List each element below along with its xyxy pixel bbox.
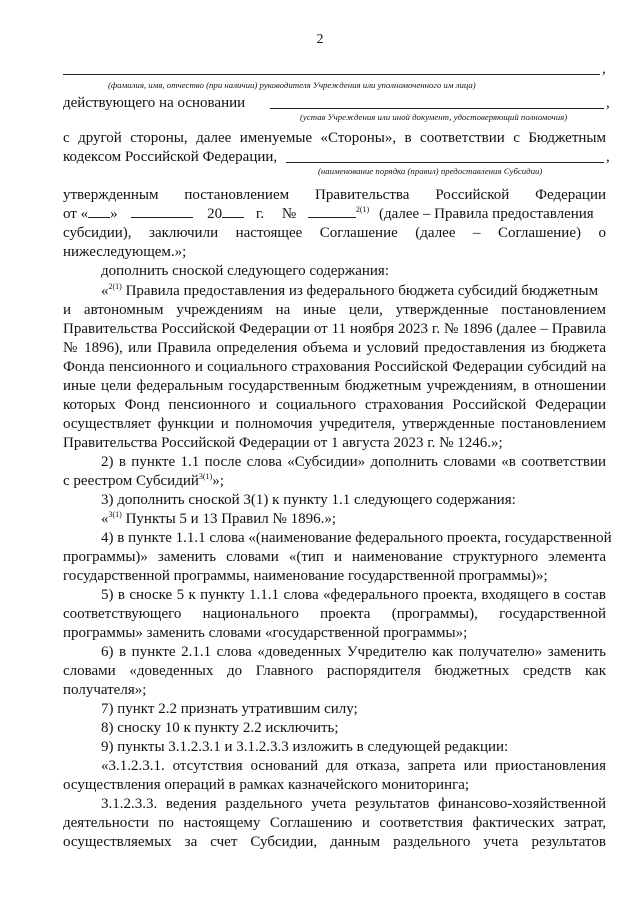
acting-basis-label: действующего на основании: [63, 95, 246, 111]
comma: ,: [606, 149, 610, 165]
procedure-fill-line: [286, 162, 604, 163]
paragraph-line: программы)» заменить словами «(тип и наименование структурного элемента: [63, 549, 606, 565]
paragraph-line: дополнить сноской следующего содержания:: [101, 263, 390, 279]
paragraph-line: деятельности по настоящему Соглашению и соответствия фактических затрат,: [63, 815, 606, 831]
paragraph-line: № 1896), или Правила определения объема и условий предоставления из бюджета: [63, 340, 606, 356]
paragraph-line: 2) в пункте 1.1 после слова «Субсидии» дополнить словами «в соответствии: [101, 454, 606, 470]
day-blank: [88, 205, 110, 218]
paragraph-line: утвержденным постановлением Правительства Российской Федерации: [63, 187, 606, 203]
paragraph-line: 5) в сноске 5 к пункту 1.1.1 слова «федерального проекта, входящего в состав: [101, 587, 606, 603]
paragraph-line: 7) пункт 2.2 признать утратившим силу;: [101, 701, 358, 717]
month-blank: [131, 205, 193, 218]
text-tail: (далее – Правила предоставления: [378, 206, 594, 222]
paragraph-line: получателя»;: [63, 682, 147, 698]
paragraph-line: [101, 510, 336, 529]
paragraph-line: [63, 205, 606, 224]
comma: ,: [606, 95, 610, 111]
basis-fill-line: [270, 108, 604, 109]
paragraph-line: осуществляемых за счет Субсидии, данным раздельного учета результатов: [63, 834, 606, 850]
paragraph-line: 3) дополнить сноской 3(1) к пункту 1.1 следующего содержания:: [101, 492, 516, 508]
text-quote: »: [110, 206, 118, 222]
paragraph-line: с другой стороны, далее именуемые «Стороны», в соответствии с Бюджетным: [63, 130, 606, 146]
name-fill-line: [63, 74, 600, 75]
paragraph-line: кодексом Российской Федерации,: [63, 149, 278, 165]
footnote-ref: 3(1): [198, 472, 213, 481]
paragraph-line: которых Фонд пенсионного и социального страхования Российской Федерации: [63, 397, 606, 413]
item-text: с реестром Субсидий: [63, 473, 199, 489]
paragraph-line: словами «доведенных до Главного распорядителя бюджетных средств как: [63, 663, 606, 679]
page-number: 2: [316, 32, 324, 47]
paragraph-line: Фонда пенсионного и социального страхования Российской Федерации субсидий на: [63, 359, 606, 375]
paragraph-line: [101, 282, 598, 301]
number-blank: [308, 205, 356, 218]
paragraph-line: и автономным учреждениям на иные цели, утвержденные постановлением: [63, 302, 606, 318]
open-quote: «: [101, 511, 109, 527]
footnote-mark: 2(1): [108, 282, 122, 291]
paragraph-line: Правительства Российской Федерации от 11 ноября 2023 г. № 1896 (далее – Правила: [63, 321, 606, 337]
open-quote: «: [101, 283, 109, 299]
footnote-mark: 3(1): [108, 510, 122, 519]
name-caption: (фамилия, имя, отчество (при наличии) руководителя Учреждения или уполномоченного им лица): [108, 80, 476, 90]
item-text: »;: [212, 473, 224, 489]
footnote-text: Пункты 5 и 13 Правил № 1896.»;: [121, 511, 337, 527]
paragraph-line: 6) в пункте 2.1.1 слова «доведенных Учредителю как получателю» заменить: [101, 644, 606, 660]
text-g-num: г. №: [255, 206, 297, 222]
year-prefix: 20: [207, 206, 223, 222]
paragraph-line: 4) в пункте 1.1.1 слова «(наименование федерального проекта, государственной: [101, 530, 612, 546]
paragraph-line: осуществляет функции и полномочия учредителя, утвержденные постановлением: [63, 416, 606, 432]
procedure-caption: (наименование порядка (правил) предоставления Субсидии): [318, 166, 543, 176]
text-from: от «: [63, 206, 89, 222]
basis-caption: (устав Учреждения или иной документ, удостоверяющий полномочия): [300, 112, 568, 122]
paragraph-line: 3.1.2.3.3. ведения раздельного учета результатов финансово-хозяйственной: [101, 796, 606, 812]
paragraph-line: Правительства Российской Федерации от 1 августа 2023 г. № 1246.»;: [63, 435, 503, 451]
paragraph-line: «3.1.2.3.1. отсутствия оснований для отказа, запрета или приостановления: [101, 758, 606, 774]
paragraph-line: государственной программы, наименование государственной программы)»;: [63, 568, 548, 584]
paragraph-line: осуществления операций в рамках казначейского мониторинга;: [63, 777, 470, 793]
footnote-ref: 2(1): [355, 205, 370, 214]
paragraph-line: 9) пункты 3.1.2.3.1 и 3.1.2.3.3 изложить в следующей редакции:: [101, 739, 509, 755]
paragraph-line: соответствующего национального проекта (программы), государственной: [63, 606, 606, 622]
paragraph-line: субсидии), заключили настоящее Соглашение (далее – Соглашение) о: [63, 225, 606, 241]
comma: ,: [602, 61, 606, 77]
paragraph-line: иные цели федеральным государственным бюджетным учреждениям, в отношении: [63, 378, 606, 394]
paragraph-line: [63, 472, 224, 491]
paragraph-line: программы» заменить словами «государственной программы»;: [63, 625, 468, 641]
footnote-text: Правила предоставления из федерального бюджета субсидий бюджетным: [121, 283, 599, 299]
paragraph-line: нижеследующем.»;: [63, 244, 187, 260]
paragraph-line: 8) сноску 10 к пункту 2.2 исключить;: [101, 720, 339, 736]
year-blank: [222, 205, 244, 218]
